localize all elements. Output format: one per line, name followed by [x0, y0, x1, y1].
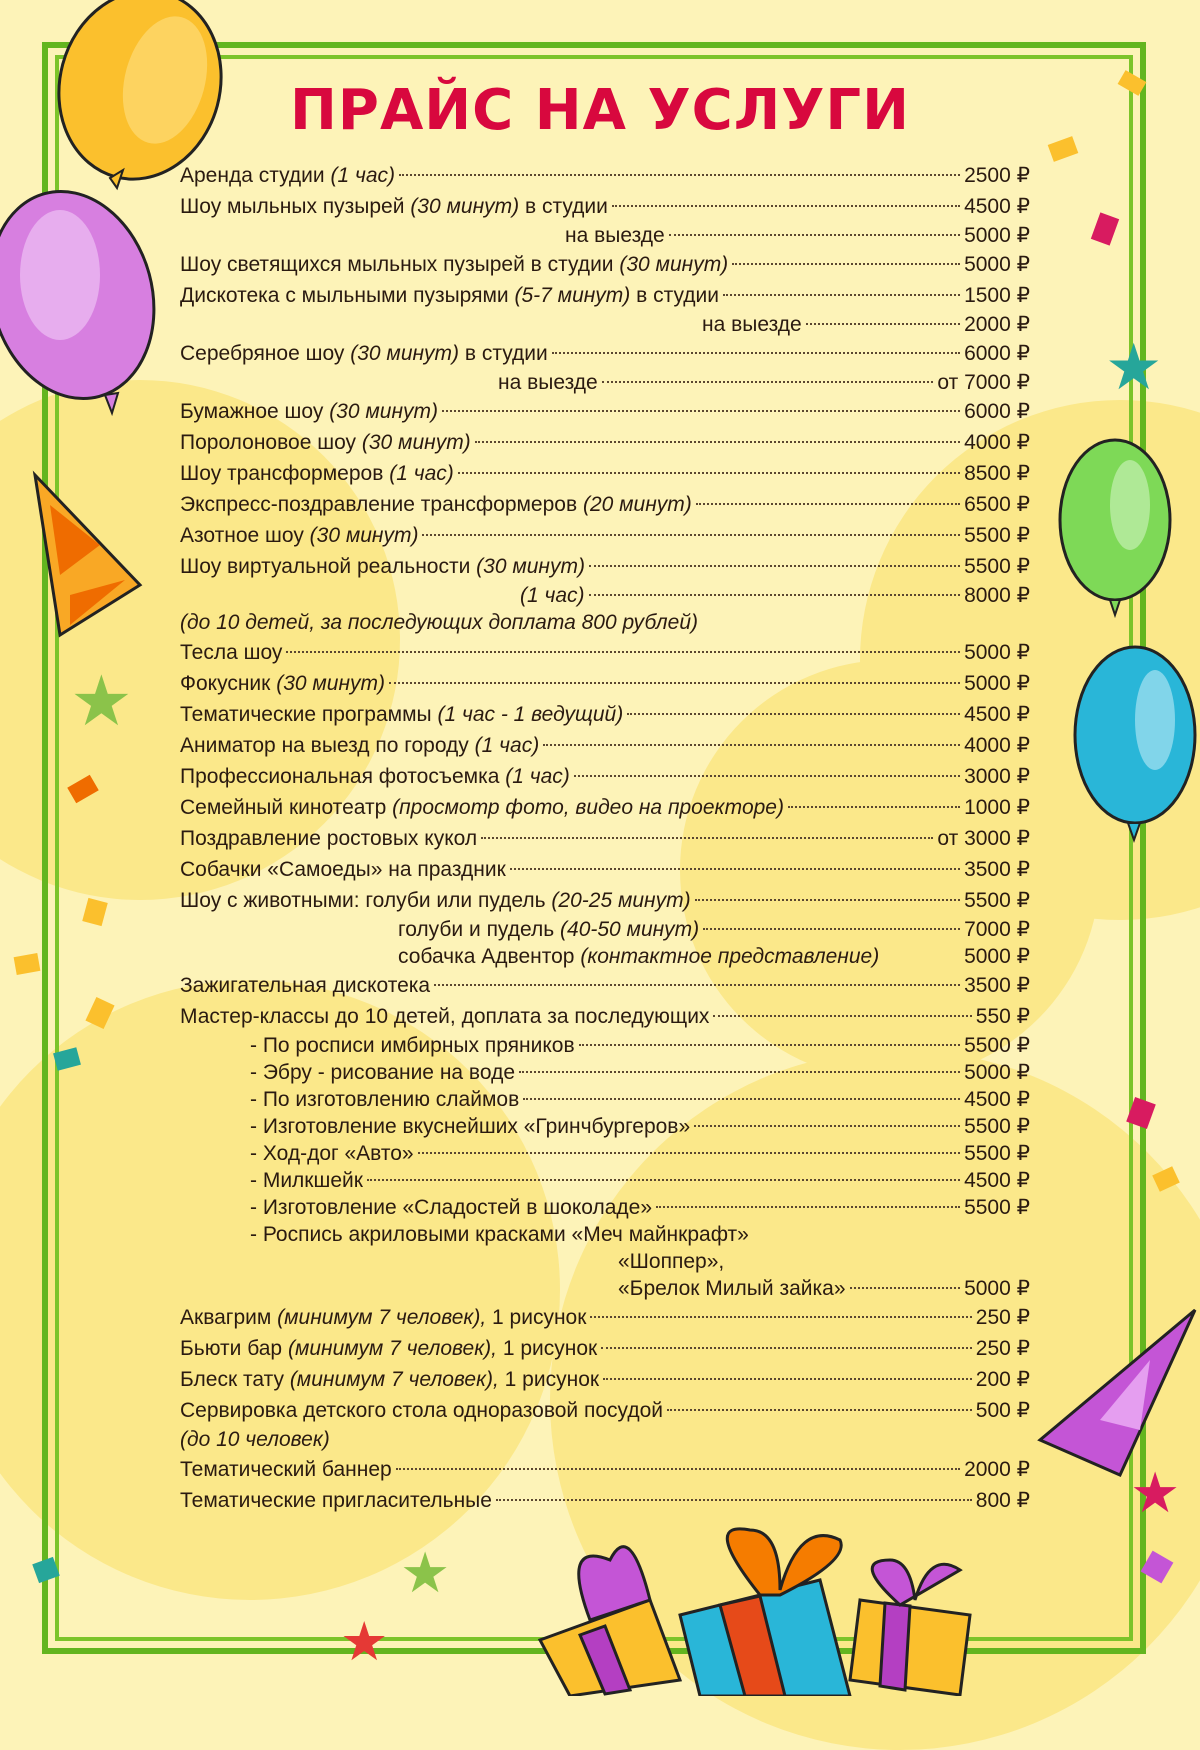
service-name: Аренда студии [180, 164, 325, 187]
service-label [180, 249, 728, 280]
dot-leader [696, 503, 960, 505]
service-label [180, 1086, 519, 1113]
price-row [180, 551, 1030, 582]
dot-leader [543, 744, 960, 746]
service-label [180, 311, 802, 338]
dot-leader [510, 868, 960, 870]
service-label [180, 396, 438, 427]
price-row [180, 1059, 1030, 1086]
service-label [180, 730, 539, 761]
price-row [180, 1395, 1030, 1426]
service-label [180, 854, 506, 885]
service-name: - Изготовление вкуснейших «Гринчбургеров» [250, 1115, 691, 1138]
price-value: от 7000 ₽ [937, 371, 1030, 394]
green-balloon-icon [1055, 435, 1175, 625]
dot-leader [579, 1044, 960, 1046]
service-name: Профессиональная фотосъемка [180, 765, 500, 788]
price-row [180, 1194, 1030, 1221]
service-note: (30 минут) [329, 400, 438, 423]
price-value: 6500 ₽ [964, 493, 1030, 516]
price-value: 5500 ₽ [964, 555, 1030, 578]
service-note: (30 минут) [619, 253, 729, 276]
service-name: Тесла шоу [180, 641, 283, 664]
dot-leader [850, 1287, 961, 1289]
service-label [180, 637, 282, 668]
price-value: 200 ₽ [975, 1368, 1030, 1391]
price-row [180, 1086, 1030, 1113]
dot-leader [481, 837, 933, 839]
service-name: Семейный кинотеатр [180, 796, 387, 819]
price-row [180, 338, 1030, 369]
service-name: Шоу мыльных пузырей [180, 195, 405, 218]
dot-leader [475, 441, 960, 443]
service-name: - Ход-дог «Авто» [250, 1142, 414, 1165]
service-variant: в студии [464, 342, 548, 365]
service-label [180, 823, 477, 854]
price-value: 4500 ₽ [964, 1169, 1030, 1192]
price-value: 500 ₽ [975, 1399, 1030, 1422]
service-label [180, 458, 454, 489]
service-label [180, 427, 471, 458]
price-row [180, 1167, 1030, 1194]
price-row [180, 1248, 1030, 1275]
service-label [180, 792, 784, 823]
price-row [180, 668, 1030, 699]
dot-leader [496, 1499, 972, 1501]
price-value: 5000 ₽ [964, 253, 1030, 276]
star-icon: ★ [70, 662, 133, 740]
service-note: (1 час) [330, 164, 396, 187]
service-label [180, 520, 418, 551]
service-name: Шоу трансформеров [180, 462, 384, 485]
dot-leader [367, 1179, 960, 1181]
page-title: ПРАЙС НА УСЛУГИ [290, 78, 910, 143]
star-icon: ★ [1105, 331, 1163, 403]
price-value: 4000 ₽ [964, 431, 1030, 454]
price-value: 2000 ₽ [964, 1458, 1030, 1481]
service-label [180, 160, 395, 191]
dot-leader [806, 323, 960, 325]
service-label [180, 1032, 575, 1059]
service-name: Тематические пригласительные [180, 1489, 492, 1512]
gift-boxes-icon [520, 1500, 1140, 1696]
dot-leader [788, 806, 960, 808]
service-note: (просмотр фото, видео на проекторе) [392, 796, 784, 819]
service-label [180, 1221, 749, 1248]
service-label [180, 1454, 392, 1485]
price-value: 5000 ₽ [964, 672, 1030, 695]
price-row [180, 369, 1030, 396]
service-note: (30 минут) [361, 431, 471, 454]
service-note: (20-25 минут) [551, 889, 691, 912]
service-name: Тематические программы [180, 703, 432, 726]
price-row [180, 427, 1030, 458]
confetti-icon [14, 953, 41, 975]
service-note: (30 минут) [410, 195, 520, 218]
service-label [180, 489, 692, 520]
service-name: Поролоновое шоу [180, 431, 357, 454]
price-row [180, 1364, 1030, 1395]
dot-leader [589, 565, 960, 567]
dot-leader [627, 713, 960, 715]
price-value: 8500 ₽ [964, 462, 1030, 485]
price-value: 6000 ₽ [964, 400, 1030, 423]
service-note: (20 минут) [582, 493, 692, 516]
price-value: 5000 ₽ [964, 945, 1030, 968]
dot-leader [669, 234, 960, 236]
service-name: собачка Адвентор [398, 945, 575, 968]
price-row [180, 520, 1030, 551]
dot-leader [667, 1409, 972, 1411]
star-icon: ★ [340, 1612, 389, 1672]
dot-leader [399, 174, 960, 176]
service-name: - Роспись акриловыми красками «Меч майнкрафт» [250, 1223, 749, 1246]
service-label [180, 1167, 363, 1194]
service-label [180, 761, 570, 792]
service-label [180, 1333, 597, 1364]
service-name: Тематический баннер [180, 1458, 392, 1481]
service-label [180, 191, 608, 222]
service-name: голуби и пудель [398, 918, 555, 941]
price-row [180, 1113, 1030, 1140]
service-name: «Шоппер», [618, 1250, 725, 1273]
price-row [180, 1221, 1030, 1248]
service-note: (1 час) [505, 765, 570, 788]
price-value: 5500 ₽ [964, 889, 1030, 912]
price-row [180, 249, 1030, 280]
price-value: 8000 ₽ [964, 584, 1030, 607]
price-value: 5500 ₽ [964, 1196, 1030, 1219]
price-value: 6000 ₽ [964, 342, 1030, 365]
dot-leader [396, 1468, 960, 1470]
party-hat-icon [30, 465, 150, 645]
service-note: (1 час) [389, 462, 454, 485]
price-row [180, 943, 1030, 970]
service-variant: в студии [524, 195, 608, 218]
service-label [180, 1485, 492, 1516]
dot-leader [603, 1378, 972, 1380]
price-value: 250 ₽ [975, 1337, 1030, 1360]
dot-leader [523, 1098, 960, 1100]
service-label [180, 551, 585, 582]
price-row [180, 311, 1030, 338]
price-value: 3500 ₽ [964, 974, 1030, 997]
dot-leader [694, 1125, 960, 1127]
price-row [180, 280, 1030, 311]
service-name: Бьюти бар [180, 1337, 283, 1360]
dot-leader [389, 682, 960, 684]
dot-leader [601, 1347, 972, 1349]
price-row [180, 1275, 1030, 1302]
service-label [180, 1426, 330, 1454]
dot-leader [552, 352, 960, 354]
price-value: 2500 ₽ [964, 164, 1030, 187]
service-label [180, 1364, 599, 1395]
price-row [180, 823, 1030, 854]
service-name: Поздравление ростовых кукол [180, 827, 478, 850]
price-value: 5000 ₽ [964, 1277, 1030, 1300]
service-name: Аквагрим [180, 1306, 272, 1329]
price-value: 3000 ₽ [964, 765, 1030, 788]
price-value: 550 ₽ [975, 1005, 1030, 1028]
service-label [180, 916, 699, 943]
price-value: 5000 ₽ [964, 1061, 1030, 1084]
service-name: - Милкшейк [250, 1169, 363, 1192]
price-row [180, 222, 1030, 249]
service-label [180, 369, 598, 396]
service-name: «Брелок Милый зайка» [618, 1277, 846, 1300]
service-note: (5-7 минут) [514, 284, 631, 307]
service-name: Аниматор на выезд по городу [180, 734, 469, 757]
price-value: 5500 ₽ [964, 1142, 1030, 1165]
price-value: 4500 ₽ [964, 1088, 1030, 1111]
service-label [180, 943, 879, 970]
dot-leader [442, 410, 960, 412]
price-row [180, 1140, 1030, 1167]
price-value: 1000 ₽ [964, 796, 1030, 819]
service-label [180, 280, 719, 311]
price-row [180, 1001, 1030, 1032]
service-name: - По росписи имбирных пряников [250, 1034, 575, 1057]
price-row [180, 1333, 1030, 1364]
service-label [180, 885, 691, 916]
service-note: (минимум 7 человек), [277, 1306, 487, 1329]
service-name: Блеск тату [180, 1368, 284, 1391]
price-row [180, 1426, 1030, 1454]
service-name: - По изготовлению слаймов [250, 1088, 520, 1111]
service-label [180, 668, 385, 699]
dot-leader [589, 594, 961, 596]
dot-leader [574, 775, 960, 777]
price-row [180, 1485, 1030, 1516]
price-row [180, 637, 1030, 668]
price-value: 3500 ₽ [964, 858, 1030, 881]
price-value: 5500 ₽ [964, 1034, 1030, 1057]
price-row [180, 160, 1030, 191]
service-label [180, 699, 623, 730]
service-variant: на выезде [565, 224, 665, 247]
price-row [180, 1454, 1030, 1485]
service-label [180, 1194, 652, 1221]
price-row [180, 1032, 1030, 1059]
service-name: - Изготовление «Сладостей в шоколаде» [250, 1196, 653, 1219]
service-note: (30 минут) [350, 342, 460, 365]
service-name: Дискотека с мыльными пузырями [180, 284, 509, 307]
price-value: 4000 ₽ [964, 734, 1030, 757]
dot-leader [590, 1316, 971, 1318]
star-icon: ★ [1130, 1461, 1181, 1524]
service-name: Шоу с животными: голуби или пудель [180, 889, 546, 912]
price-value: 5500 ₽ [964, 1115, 1030, 1138]
service-variant: 1 рисунок [504, 1368, 600, 1391]
service-note: (до 10 детей, за последующих доплата 800 рублей) [180, 611, 698, 634]
star-icon: ★ [400, 1541, 451, 1604]
dot-leader [519, 1071, 960, 1073]
service-note: (40-50 минут) [560, 918, 700, 941]
service-label [180, 1395, 663, 1426]
service-name: Мастер-классы до 10 детей, доплата за последующих [180, 1005, 710, 1028]
service-name: Экспресс-поздравление трансформеров [180, 493, 578, 516]
dot-leader [418, 1152, 960, 1154]
service-variant: в студии [636, 284, 720, 307]
service-name: Азотное шоу [180, 524, 304, 547]
service-note: (1 час) [474, 734, 540, 757]
service-note: (минимум 7 человек), [287, 1337, 497, 1360]
service-label [180, 609, 698, 637]
price-row [180, 458, 1030, 489]
service-variant: на выезде [498, 371, 598, 394]
price-value: 2000 ₽ [964, 313, 1030, 336]
dot-leader [656, 1206, 960, 1208]
price-value: 5000 ₽ [964, 224, 1030, 247]
service-name: Фокусник [180, 672, 271, 695]
service-name: Сервировка детского стола одноразовой посудой [180, 1399, 664, 1422]
service-note: (1 час - 1 ведущий) [437, 703, 624, 726]
price-list [180, 160, 1030, 1516]
service-label [180, 338, 548, 369]
dot-leader [422, 534, 960, 536]
service-note: (1 час) [520, 584, 585, 607]
service-label [180, 582, 585, 609]
service-note: (30 минут) [276, 672, 386, 695]
dot-leader [286, 651, 960, 653]
price-row [180, 489, 1030, 520]
service-note: (минимум 7 человек), [289, 1368, 499, 1391]
price-row [180, 730, 1030, 761]
service-note: (30 минут) [309, 524, 419, 547]
price-value: 250 ₽ [975, 1306, 1030, 1329]
dot-leader [695, 899, 961, 901]
price-value: 5500 ₽ [964, 524, 1030, 547]
service-label [180, 970, 430, 1001]
purple-balloon-icon [0, 185, 160, 425]
service-name: Шоу светящихся мыльных пузырей в студии [180, 253, 614, 276]
service-variant: на выезде [702, 313, 802, 336]
price-value: 800 ₽ [975, 1489, 1030, 1512]
service-variant: 1 рисунок [492, 1306, 587, 1329]
service-label [180, 1302, 586, 1333]
price-row [180, 396, 1030, 427]
price-row [180, 1302, 1030, 1333]
service-label [180, 1113, 690, 1140]
service-name: Шоу виртуальной реальности [180, 555, 471, 578]
service-label [180, 1140, 414, 1167]
price-value: 7000 ₽ [964, 918, 1030, 941]
price-row [180, 792, 1030, 823]
dot-leader [703, 928, 960, 930]
price-row [180, 916, 1030, 943]
dot-leader [723, 294, 960, 296]
price-value: 1500 ₽ [964, 284, 1030, 307]
price-row [180, 854, 1030, 885]
dot-leader [434, 984, 960, 986]
dot-leader [458, 472, 960, 474]
service-name: Серебряное шоу [180, 342, 345, 365]
service-label [180, 1248, 724, 1275]
dot-leader [713, 1015, 971, 1017]
price-value: 4500 ₽ [964, 195, 1030, 218]
service-label [180, 222, 665, 249]
price-row [180, 885, 1030, 916]
price-row [180, 609, 1030, 637]
service-label [180, 1275, 846, 1302]
service-note: (до 10 человек) [180, 1428, 330, 1451]
service-name: Зажигательная дискотека [180, 974, 431, 997]
price-row [180, 761, 1030, 792]
price-row [180, 970, 1030, 1001]
dot-leader [732, 263, 960, 265]
service-label [180, 1059, 515, 1086]
dot-leader [612, 205, 960, 207]
price-value: 5000 ₽ [964, 641, 1030, 664]
price-value: от 3000 ₽ [937, 827, 1030, 850]
service-name: - Эбру - рисование на воде [250, 1061, 516, 1084]
service-name: Бумажное шоу [180, 400, 324, 423]
price-row [180, 582, 1030, 609]
service-variant: 1 рисунок [502, 1337, 598, 1360]
price-row [180, 699, 1030, 730]
service-name: Собачки «Самоеды» на праздник [180, 858, 506, 881]
dot-leader [602, 381, 934, 383]
price-row [180, 191, 1030, 222]
service-note: (30 минут) [476, 555, 585, 578]
service-note: (контактное представление) [580, 945, 880, 968]
service-label [180, 1001, 709, 1032]
party-hat-purple-icon [1030, 1300, 1200, 1480]
price-value: 4500 ₽ [964, 703, 1030, 726]
blue-balloon-icon [1070, 640, 1200, 850]
